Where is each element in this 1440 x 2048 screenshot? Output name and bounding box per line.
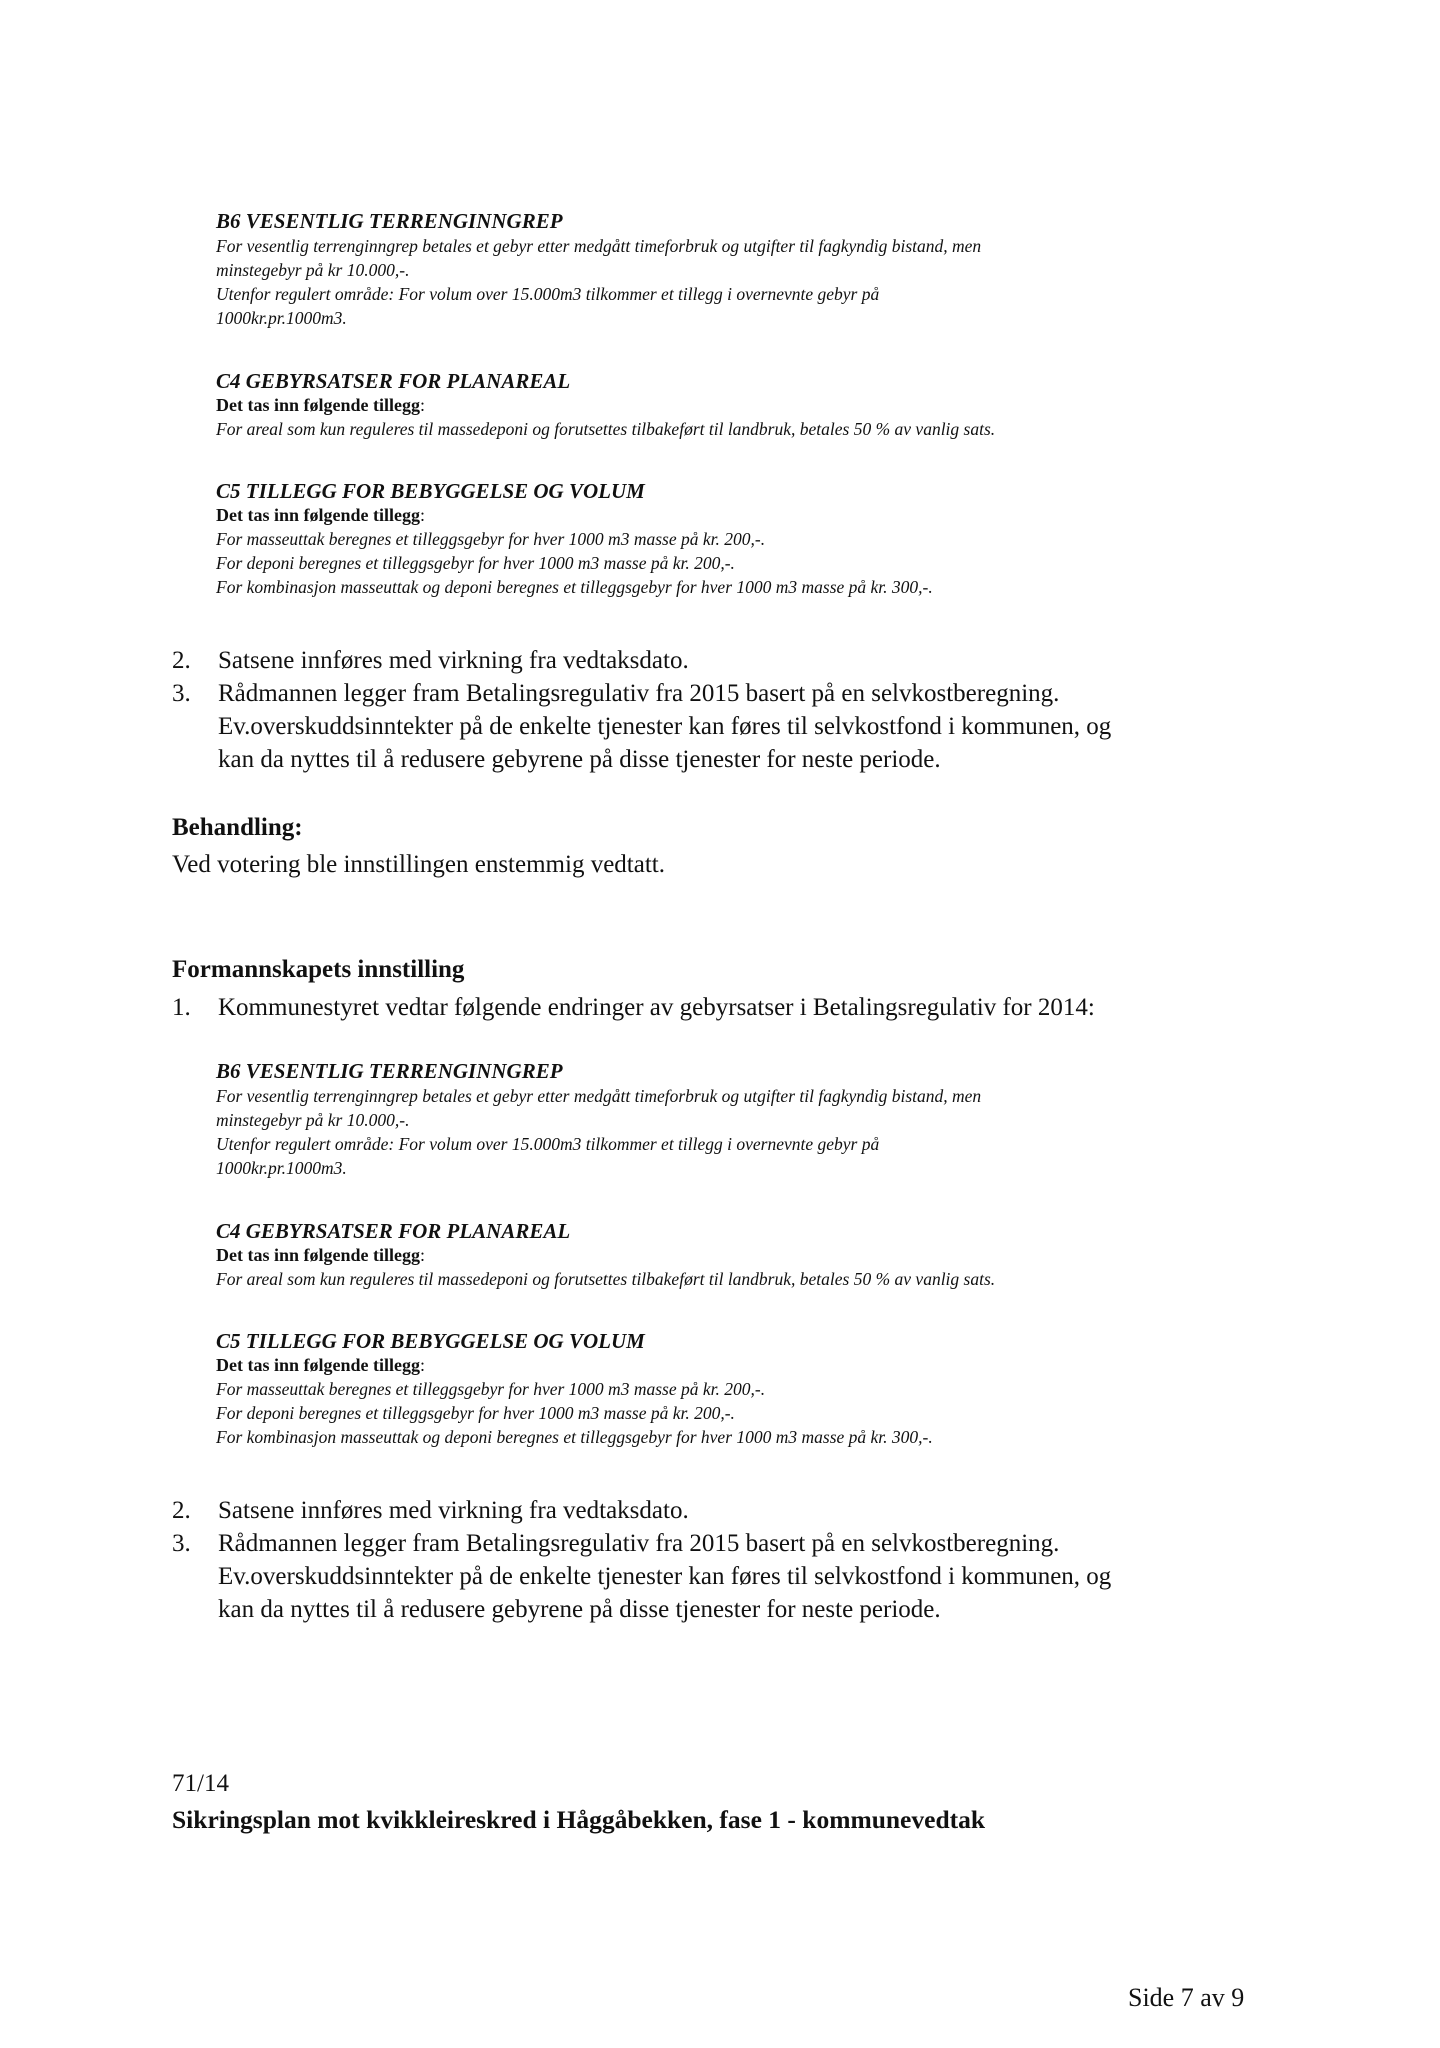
- b6-heading: B6 VESENTLIG TERRENGINNGREP: [216, 209, 563, 233]
- c5-line: For kombinasjon masseuttak og deponi beregnes et tilleggsgebyr for hver 1000 m3 masse på kr. 300,-.: [216, 1427, 933, 1447]
- case-title: Sikringsplan mot kvikkleireskred i Håggåbekken, fase 1 - kommunevedtak: [172, 1805, 986, 1834]
- behandling-heading: Behandling:: [172, 814, 303, 841]
- c4-subheading: Det tas inn følgende tillegg:: [216, 395, 426, 415]
- b6-line: Utenfor regulert område: For volum over 15.000m3 tilkommer et tillegg i overnevnte gebyr på: [216, 284, 880, 304]
- c5-subheading: Det tas inn følgende tillegg:: [216, 505, 426, 525]
- c5-heading: C5 TILLEGG FOR BEBYGGELSE OG VOLUM: [216, 479, 645, 503]
- c4-line: For areal som kun reguleres til massedeponi og forutsettes tilbakeført til landbruk, betales 50 % av vanlig sats.: [216, 1269, 996, 1289]
- c4-section-2: [216, 1218, 1256, 1291]
- numbered-list-1: [172, 644, 1292, 776]
- b6-line: 1000kr.pr.1000m3.: [216, 1158, 347, 1178]
- c4-heading: C4 GEBYRSATSER FOR PLANAREAL: [216, 369, 571, 393]
- b6-line: minstegebyr på kr 10.000,-.: [216, 1110, 410, 1130]
- c5-section-2: [216, 1328, 1256, 1449]
- c4-subheading: Det tas inn følgende tillegg:: [216, 1245, 426, 1265]
- b6-line: For vesentlig terrenginngrep betales et gebyr etter medgått timeforbruk og utgifter til fagkyndig bistand, men: [216, 1086, 982, 1106]
- list-item: 3. Rådmannen legger fram Betalingsregulativ fra 2015 basert på en selvkostberegning. Ev.overskuddsinntekter på de enkelte tjenester kan føres til selvkostfond i kommunen, og kan da nyttes til å redusere gebyrene på disse tjenester for neste periode.: [172, 1530, 1112, 1623]
- b6-line: 1000kr.pr.1000m3.: [216, 308, 347, 328]
- c5-line: For deponi beregnes et tilleggsgebyr for hver 1000 m3 masse på kr. 200,-.: [216, 1403, 735, 1423]
- b6-section-1: [216, 208, 1256, 330]
- c5-line: For kombinasjon masseuttak og deponi beregnes et tilleggsgebyr for hver 1000 m3 masse på kr. 300,-.: [216, 577, 933, 597]
- list-item: 1. Kommunestyret vedtar følgende endringer av gebyrsatser i Betalingsregulativ for 2014:: [172, 994, 1095, 1021]
- innstilling-item-1: [172, 991, 1292, 1024]
- list-item: 2. Satsene innføres med virkning fra vedtaksdato.: [172, 647, 689, 674]
- c4-line: For areal som kun reguleres til massedeponi og forutsettes tilbakeført til landbruk, betales 50 % av vanlig sats.: [216, 419, 996, 439]
- c5-line: For masseuttak beregnes et tilleggsgebyr for hver 1000 m3 masse på kr. 200,-.: [216, 529, 766, 549]
- list-item: 2. Satsene innføres med virkning fra vedtaksdato.: [172, 1497, 689, 1524]
- c4-section-1: [216, 368, 1256, 441]
- behandling-text: Ved votering ble innstillingen enstemmig vedtatt.: [172, 851, 665, 878]
- page-number: Side 7 av 9: [1128, 1983, 1245, 2012]
- c5-section-1: [216, 478, 1256, 599]
- b6-line: For vesentlig terrenginngrep betales et gebyr etter medgått timeforbruk og utgifter til fagkyndig bistand, men: [216, 236, 982, 256]
- c5-line: For masseuttak beregnes et tilleggsgebyr for hver 1000 m3 masse på kr. 200,-.: [216, 1379, 766, 1399]
- b6-line: Utenfor regulert område: For volum over 15.000m3 tilkommer et tillegg i overnevnte gebyr på: [216, 1134, 880, 1154]
- c5-subheading: Det tas inn følgende tillegg:: [216, 1355, 426, 1375]
- innstilling-heading: Formannskapets innstilling: [172, 956, 465, 983]
- c5-heading: C5 TILLEGG FOR BEBYGGELSE OG VOLUM: [216, 1329, 645, 1353]
- b6-line: minstegebyr på kr 10.000,-.: [216, 260, 410, 280]
- numbered-list-2: [172, 1494, 1292, 1626]
- c4-heading: C4 GEBYRSATSER FOR PLANAREAL: [216, 1219, 571, 1243]
- b6-section-2: [216, 1058, 1256, 1180]
- b6-heading: B6 VESENTLIG TERRENGINNGREP: [216, 1059, 563, 1083]
- c5-line: For deponi beregnes et tilleggsgebyr for hver 1000 m3 masse på kr. 200,-.: [216, 553, 735, 573]
- list-item: 3. Rådmannen legger fram Betalingsregulativ fra 2015 basert på en selvkostberegning. Ev.overskuddsinntekter på de enkelte tjenester kan føres til selvkostfond i kommunen, og kan da nyttes til å redusere gebyrene på disse tjenester for neste periode.: [172, 680, 1112, 773]
- case-number: 71/14: [172, 1770, 229, 1797]
